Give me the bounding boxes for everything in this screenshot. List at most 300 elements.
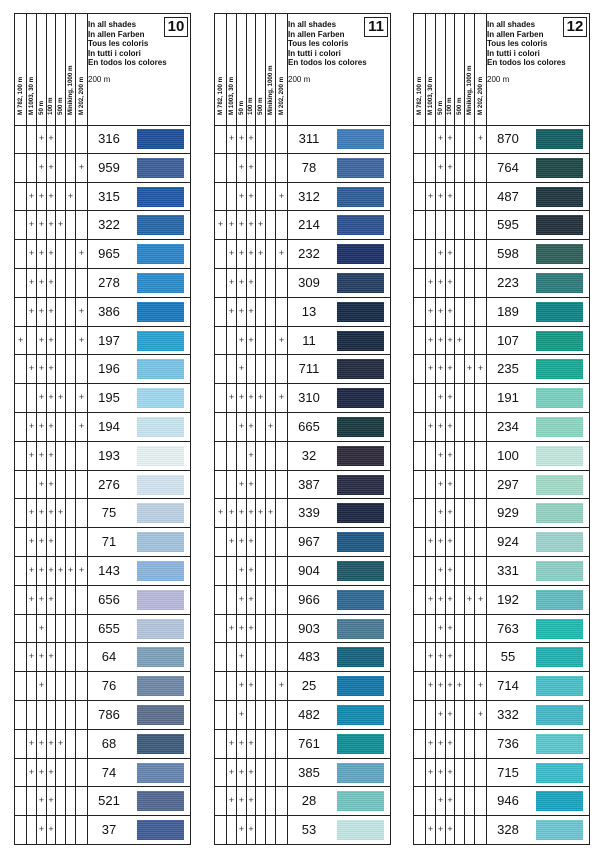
color-swatch xyxy=(337,763,384,783)
availability-cell: + xyxy=(76,413,88,441)
availability-cell: + xyxy=(247,528,256,556)
availability-cell: + xyxy=(247,240,256,268)
color-swatch xyxy=(536,503,583,523)
availability-cell xyxy=(276,586,288,614)
availability-cell xyxy=(455,183,465,211)
availability-cell xyxy=(76,355,88,383)
shade-row xyxy=(15,672,190,701)
availability-cell: + xyxy=(237,787,247,815)
availability-cell xyxy=(66,759,76,787)
availability-cell xyxy=(455,730,465,758)
availability-cell xyxy=(227,327,237,355)
availability-cell: + xyxy=(37,442,47,470)
availability-cell: + xyxy=(436,787,446,815)
availability-cell xyxy=(15,413,27,441)
shade-row xyxy=(215,759,390,788)
availability-cell xyxy=(15,615,27,643)
color-swatch xyxy=(337,475,384,495)
description-line: In tutti i colori xyxy=(88,48,141,58)
shade-row xyxy=(215,557,390,586)
color-swatch xyxy=(536,187,583,207)
availability-cell: + xyxy=(47,471,56,499)
availability-cell: + xyxy=(47,355,56,383)
availability-cell: + xyxy=(237,816,247,845)
description-line: In allen Farben xyxy=(88,29,145,39)
availability-cell xyxy=(66,787,76,815)
color-swatch xyxy=(337,388,384,408)
availability-cell: + xyxy=(446,643,455,671)
shade-row xyxy=(414,672,589,701)
availability-cell xyxy=(56,787,66,815)
column-header xyxy=(15,14,27,125)
color-swatch xyxy=(536,388,583,408)
availability-cell xyxy=(426,125,436,153)
availability-cell xyxy=(215,672,227,700)
availability-cell xyxy=(27,615,37,643)
availability-cell xyxy=(414,211,426,239)
shade-number: 946 xyxy=(497,793,519,809)
shade-row xyxy=(215,586,390,615)
availability-cell: + xyxy=(37,528,47,556)
availability-cell: + xyxy=(426,586,436,614)
color-swatch xyxy=(536,129,583,149)
color-swatch xyxy=(137,647,184,667)
availability-cell: + xyxy=(436,471,446,499)
availability-cell xyxy=(455,154,465,182)
shade-number: 761 xyxy=(298,735,320,751)
color-panel-11 xyxy=(214,13,391,845)
availability-cell xyxy=(66,413,76,441)
availability-cell xyxy=(66,499,76,527)
color-swatch xyxy=(337,503,384,523)
availability-cell xyxy=(56,672,66,700)
shade-number: 276 xyxy=(98,476,120,492)
availability-cell xyxy=(465,643,475,671)
availability-cell xyxy=(215,442,227,470)
availability-cell xyxy=(76,499,88,527)
availability-cell xyxy=(56,240,66,268)
shade-row xyxy=(414,499,589,528)
shade-number: 192 xyxy=(497,591,519,607)
description-line: En todos los colores xyxy=(288,58,367,68)
availability-cell xyxy=(276,730,288,758)
availability-cell xyxy=(15,701,27,729)
shade-row xyxy=(15,730,190,759)
availability-cell: + xyxy=(426,528,436,556)
shade-row xyxy=(15,701,190,730)
availability-cell xyxy=(266,355,276,383)
availability-cell xyxy=(76,643,88,671)
availability-cell xyxy=(66,327,76,355)
availability-cell: + xyxy=(247,557,256,585)
availability-cell xyxy=(276,298,288,326)
availability-cell: + xyxy=(27,586,37,614)
availability-cell xyxy=(215,327,227,355)
availability-cell: + xyxy=(37,615,47,643)
availability-cell: + xyxy=(237,528,247,556)
shade-row xyxy=(15,211,190,240)
availability-cell xyxy=(465,816,475,845)
shade-row xyxy=(15,125,190,154)
availability-cell: + xyxy=(27,355,37,383)
availability-cell xyxy=(66,298,76,326)
availability-cell xyxy=(56,413,66,441)
availability-cell: + xyxy=(276,183,288,211)
availability-cell: + xyxy=(47,154,56,182)
availability-cell xyxy=(266,384,276,412)
shade-number: 959 xyxy=(98,159,120,175)
availability-cell xyxy=(455,298,465,326)
color-swatch xyxy=(536,734,583,754)
availability-cell xyxy=(414,701,426,729)
availability-cell xyxy=(76,787,88,815)
shade-number: 665 xyxy=(298,418,320,434)
color-swatch xyxy=(137,388,184,408)
availability-cell xyxy=(266,759,276,787)
availability-cell xyxy=(266,327,276,355)
shade-description xyxy=(487,20,566,85)
availability-cell xyxy=(76,701,88,729)
column-label: M 202, 200 m xyxy=(476,76,484,115)
availability-cell xyxy=(426,154,436,182)
availability-cell xyxy=(66,672,76,700)
availability-cell xyxy=(266,557,276,585)
availability-cell xyxy=(56,125,66,153)
availability-cell: + xyxy=(47,413,56,441)
availability-cell xyxy=(66,384,76,412)
availability-cell xyxy=(256,355,266,383)
availability-cell xyxy=(426,499,436,527)
color-swatch xyxy=(337,215,384,235)
availability-cell xyxy=(426,787,436,815)
column-header xyxy=(256,14,266,125)
availability-cell: + xyxy=(446,586,455,614)
availability-cell xyxy=(465,672,475,700)
availability-cell: + xyxy=(37,211,47,239)
availability-cell: + xyxy=(227,730,237,758)
availability-cell xyxy=(455,240,465,268)
shade-row xyxy=(215,471,390,500)
column-header xyxy=(66,14,76,125)
shade-row xyxy=(414,269,589,298)
color-swatch xyxy=(536,475,583,495)
column-label: Miniking, 1000 m xyxy=(266,65,274,115)
availability-cell: + xyxy=(237,355,247,383)
availability-cell xyxy=(227,183,237,211)
availability-cell xyxy=(465,759,475,787)
availability-cell xyxy=(475,327,487,355)
availability-cell: + xyxy=(27,528,37,556)
availability-cell xyxy=(56,816,66,845)
color-swatch xyxy=(536,763,583,783)
shade-number: 316 xyxy=(98,131,120,146)
availability-cell xyxy=(465,298,475,326)
color-swatch xyxy=(536,273,583,293)
availability-cell xyxy=(266,442,276,470)
availability-cell: + xyxy=(237,672,247,700)
shade-number: 76 xyxy=(101,678,117,694)
availability-cell xyxy=(56,471,66,499)
shade-row xyxy=(215,413,390,442)
availability-cell xyxy=(15,528,27,556)
availability-cell xyxy=(215,471,227,499)
availability-cell: + xyxy=(37,759,47,787)
availability-cell: + xyxy=(47,499,56,527)
column-label: 500 m xyxy=(56,97,64,115)
availability-cell xyxy=(215,701,227,729)
shade-number: 967 xyxy=(298,534,320,550)
availability-cell xyxy=(276,442,288,470)
availability-cell: + xyxy=(237,327,247,355)
availability-cell xyxy=(215,528,227,556)
description-line: In tutti i colori xyxy=(487,48,540,58)
availability-cell: + xyxy=(27,298,37,326)
availability-cell: + xyxy=(276,384,288,412)
availability-cell xyxy=(465,701,475,729)
shade-row xyxy=(15,615,190,644)
color-swatch xyxy=(137,561,184,581)
availability-cell xyxy=(237,442,247,470)
availability-cell: + xyxy=(446,269,455,297)
availability-cell xyxy=(475,471,487,499)
availability-cell: + xyxy=(56,384,66,412)
availability-cell: + xyxy=(446,499,455,527)
availability-cell: + xyxy=(56,730,66,758)
availability-cell xyxy=(47,701,56,729)
shade-number: 13 xyxy=(301,303,317,319)
shade-row xyxy=(414,701,589,730)
availability-cell xyxy=(414,499,426,527)
availability-cell: + xyxy=(446,240,455,268)
availability-cell xyxy=(414,816,426,845)
availability-cell: + xyxy=(475,701,487,729)
availability-cell xyxy=(414,442,426,470)
shade-number: 223 xyxy=(497,274,519,290)
shade-number: 37 xyxy=(101,822,117,838)
color-swatch xyxy=(536,791,583,811)
availability-cell xyxy=(227,413,237,441)
shade-row xyxy=(414,384,589,413)
availability-cell xyxy=(256,615,266,643)
availability-cell: + xyxy=(475,125,487,153)
shade-number: 234 xyxy=(497,418,519,434)
availability-cell: + xyxy=(37,557,47,585)
availability-cell: + xyxy=(446,298,455,326)
color-swatch xyxy=(536,446,583,466)
color-swatch xyxy=(337,417,384,437)
color-swatch xyxy=(536,359,583,379)
availability-cell xyxy=(15,384,27,412)
color-swatch xyxy=(137,503,184,523)
column-label: Miniking, 1000 m xyxy=(465,65,473,115)
availability-cell xyxy=(414,269,426,297)
availability-cell xyxy=(475,643,487,671)
availability-cell: + xyxy=(15,327,27,355)
availability-cell: + xyxy=(76,154,88,182)
availability-cell: + xyxy=(37,154,47,182)
shade-row xyxy=(215,355,390,384)
availability-cell xyxy=(414,586,426,614)
column-header xyxy=(446,14,455,125)
shade-row xyxy=(414,586,589,615)
shade-row xyxy=(414,154,589,183)
shade-row xyxy=(15,413,190,442)
shade-number: 521 xyxy=(98,793,120,809)
availability-cell: + xyxy=(227,759,237,787)
availability-cell: + xyxy=(436,730,446,758)
availability-cell: + xyxy=(247,730,256,758)
color-swatch xyxy=(536,158,583,178)
color-swatch xyxy=(137,273,184,293)
availability-cell: + xyxy=(475,355,487,383)
availability-cell: + xyxy=(247,442,256,470)
shade-number: 100 xyxy=(497,447,519,463)
availability-cell xyxy=(227,471,237,499)
availability-cell xyxy=(15,240,27,268)
shade-row xyxy=(215,672,390,701)
availability-cell xyxy=(66,269,76,297)
availability-cell xyxy=(15,499,27,527)
shade-number: 387 xyxy=(298,476,320,492)
availability-cell: + xyxy=(37,298,47,326)
color-swatch xyxy=(137,619,184,639)
availability-cell xyxy=(465,442,475,470)
availability-cell: + xyxy=(247,586,256,614)
availability-cell xyxy=(56,355,66,383)
shade-row xyxy=(215,384,390,413)
availability-cell: + xyxy=(47,643,56,671)
shade-row xyxy=(15,787,190,816)
availability-cell: + xyxy=(426,269,436,297)
color-swatch xyxy=(536,619,583,639)
availability-cell xyxy=(256,787,266,815)
availability-cell: + xyxy=(76,240,88,268)
description-line: Tous les coloris xyxy=(88,39,149,49)
availability-cell: + xyxy=(76,384,88,412)
availability-cell xyxy=(266,125,276,153)
availability-cell: + xyxy=(446,183,455,211)
availability-cell: + xyxy=(27,499,37,527)
availability-cell xyxy=(76,183,88,211)
shade-number: 386 xyxy=(98,303,120,319)
availability-cell: + xyxy=(47,787,56,815)
availability-cell xyxy=(475,384,487,412)
availability-cell xyxy=(414,125,426,153)
availability-cell xyxy=(15,730,27,758)
shade-number: 763 xyxy=(497,620,519,636)
shade-number: 311 xyxy=(298,131,320,146)
availability-cell: + xyxy=(37,643,47,671)
shade-row xyxy=(15,269,190,298)
color-swatch xyxy=(337,820,384,840)
availability-cell: + xyxy=(56,211,66,239)
availability-cell: + xyxy=(237,499,247,527)
availability-cell: + xyxy=(426,298,436,326)
availability-cell xyxy=(27,327,37,355)
availability-cell xyxy=(414,413,426,441)
shade-row xyxy=(414,125,589,154)
shade-row xyxy=(15,240,190,269)
availability-cell: + xyxy=(436,672,446,700)
availability-cell: + xyxy=(237,759,247,787)
availability-cell xyxy=(256,125,266,153)
availability-cell: + xyxy=(436,816,446,845)
availability-cell: + xyxy=(227,298,237,326)
availability-cell xyxy=(475,183,487,211)
availability-cell xyxy=(465,730,475,758)
availability-cell: + xyxy=(47,384,56,412)
availability-cell xyxy=(276,816,288,845)
panel-number: 12 xyxy=(563,17,587,37)
availability-cell xyxy=(27,701,37,729)
color-swatch xyxy=(536,561,583,581)
availability-cell: + xyxy=(266,499,276,527)
availability-cell xyxy=(266,730,276,758)
color-swatch xyxy=(137,705,184,725)
shade-number: 297 xyxy=(497,476,519,492)
shade-row xyxy=(15,528,190,557)
availability-cell: + xyxy=(247,615,256,643)
availability-cell xyxy=(215,240,227,268)
availability-cell: + xyxy=(76,327,88,355)
availability-cell xyxy=(426,384,436,412)
availability-cell xyxy=(227,701,237,729)
availability-cell xyxy=(66,125,76,153)
column-header xyxy=(465,14,475,125)
availability-cell: + xyxy=(436,701,446,729)
availability-cell xyxy=(465,528,475,556)
availability-cell xyxy=(215,816,227,845)
availability-cell xyxy=(66,471,76,499)
availability-cell xyxy=(76,759,88,787)
color-swatch xyxy=(337,187,384,207)
availability-cell: + xyxy=(247,759,256,787)
shade-row xyxy=(15,643,190,672)
shade-number: 194 xyxy=(98,418,120,434)
availability-cell: + xyxy=(237,730,247,758)
availability-cell xyxy=(15,442,27,470)
availability-cell xyxy=(227,586,237,614)
shade-number: 764 xyxy=(497,159,519,175)
availability-cell xyxy=(455,471,465,499)
availability-cell xyxy=(475,240,487,268)
shade-row xyxy=(15,759,190,788)
availability-cell xyxy=(465,240,475,268)
availability-cell: + xyxy=(436,384,446,412)
availability-cell xyxy=(475,730,487,758)
shade-number: 904 xyxy=(298,562,320,578)
shade-row xyxy=(414,730,589,759)
color-swatch xyxy=(137,734,184,754)
shade-row xyxy=(414,615,589,644)
availability-cell: + xyxy=(47,183,56,211)
shade-row xyxy=(414,557,589,586)
description-line: In all shades xyxy=(88,20,137,29)
availability-cell xyxy=(15,787,27,815)
availability-cell xyxy=(266,615,276,643)
shade-row xyxy=(215,298,390,327)
availability-cell xyxy=(56,442,66,470)
availability-cell xyxy=(256,730,266,758)
availability-cell: + xyxy=(27,557,37,585)
availability-cell: + xyxy=(465,355,475,383)
shade-row xyxy=(215,183,390,212)
availability-cell xyxy=(426,615,436,643)
shade-row xyxy=(414,327,589,356)
availability-cell: + xyxy=(446,701,455,729)
shade-list xyxy=(215,125,390,845)
shade-row xyxy=(215,787,390,816)
